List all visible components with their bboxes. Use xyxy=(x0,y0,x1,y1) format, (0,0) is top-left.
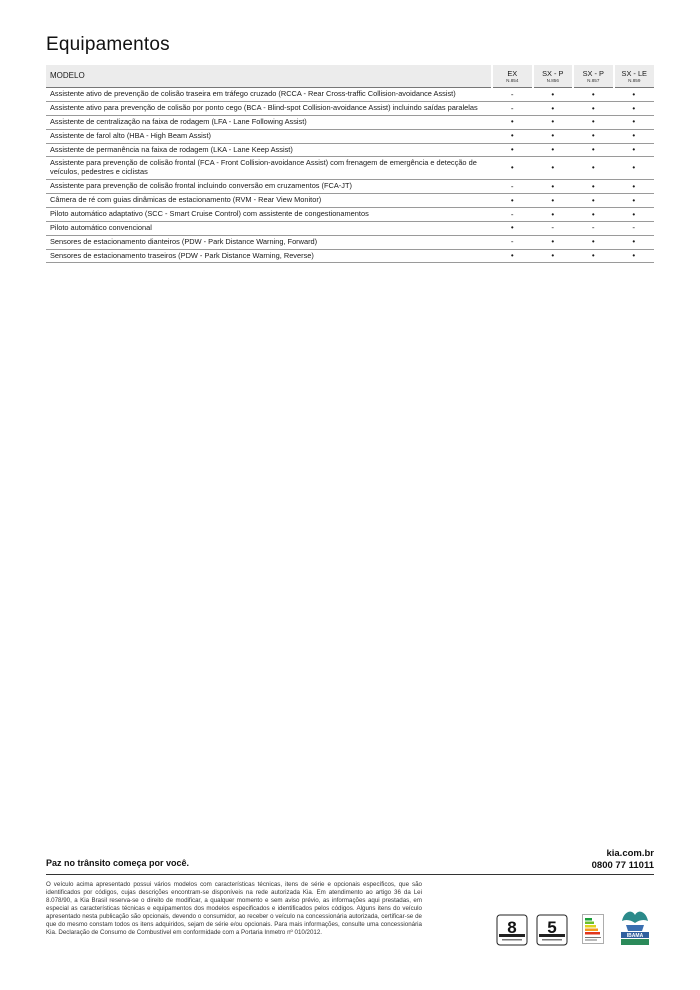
availability-cell: • xyxy=(614,235,655,249)
availability-cell: • xyxy=(573,143,614,157)
warranty-5-number: 5 xyxy=(547,918,557,937)
feature-cell: Assistente ativo de prevenção de colisão traseira em tráfego cruzado (RCCA - Rear Cross-traffic Collision-avoidance Assist) xyxy=(46,88,492,102)
table-row xyxy=(46,129,654,143)
table-row xyxy=(46,235,654,249)
version-column-header xyxy=(573,65,614,88)
page-title: Equipamentos xyxy=(46,34,170,55)
availability-cell: - xyxy=(492,235,533,249)
availability-cell: • xyxy=(492,143,533,157)
availability-cell: • xyxy=(573,129,614,143)
table-row xyxy=(46,101,654,115)
version-name: SX - P xyxy=(542,68,564,78)
feature-cell: Sensores de estacionamento traseiros (PDW - Park Distance Warning, Reverse) xyxy=(46,249,492,263)
feature-cell: Assistente de permanência na faixa de rodagem (LKA - Lane Keep Assist) xyxy=(46,143,492,157)
website-link[interactable]: kia.com.br xyxy=(606,848,654,859)
availability-cell: • xyxy=(533,101,574,115)
footer-contact xyxy=(592,848,654,872)
availability-cell: • xyxy=(573,194,614,208)
availability-cell: • xyxy=(533,235,574,249)
warranty-8-years-seal-icon xyxy=(496,914,528,946)
availability-cell: • xyxy=(614,157,655,180)
availability-cell: • xyxy=(573,207,614,221)
warranty-5-years-seal-icon xyxy=(536,914,568,946)
version-code: N.856 xyxy=(546,78,559,84)
availability-cell: - xyxy=(492,88,533,102)
availability-cell: - xyxy=(492,101,533,115)
availability-cell: • xyxy=(614,101,655,115)
version-name: EX xyxy=(507,68,518,78)
availability-cell: • xyxy=(614,129,655,143)
availability-cell: • xyxy=(614,249,655,263)
feature-cell: Assistente para prevenção de colisão frontal incluindo conversão em cruzamentos (FCA-JT) xyxy=(46,180,492,194)
availability-cell: - xyxy=(492,207,533,221)
phone-number: 0800 77 11011 xyxy=(591,859,654,871)
feature-cell: Piloto automático adaptativo (SCC - Smart Cruise Control) com assistente de congestionamentos xyxy=(46,207,492,221)
availability-cell: • xyxy=(492,221,533,235)
ibama-proconve-seal-icon xyxy=(618,907,652,947)
version-column-header xyxy=(533,65,574,88)
version-code: N.854 xyxy=(506,78,519,84)
model-column-header: MODELO xyxy=(46,65,492,88)
availability-cell: • xyxy=(492,115,533,129)
footer-divider xyxy=(46,874,654,875)
version-name: SX - LE xyxy=(621,68,647,78)
table-row xyxy=(46,207,654,221)
availability-cell: • xyxy=(492,129,533,143)
feature-cell: Assistente de farol alto (HBA - High Beam Assist) xyxy=(46,129,492,143)
legal-disclaimer: O veículo acima apresentado possui vários modelos com características técnicas, itens de série e opcionais específicos, que são identificados por códigos, cujas descrições encontram-se disponíveis na rede autorizada Kia. Em atendimento ao artigo 36 da Lei 8.078/90, a Kia Brasil reserva-se o direito de modificar, a qualquer momento e sem aviso prévio, as informações aqui prestadas, em especial as características técnicas e equipamentos dos modelos especificados e identificados pelos códigos. Alguns itens do veículo apresentado nesta publicação são opcionais, devendo o consumidor, ao receber o veículo na concessionária autorizada, certificar-se de que do mesmo constam todos os itens adquiridos, sejam de série e/ou opcionais. Para mais informações, consulte uma concessionária Kia. Declaração de Consumo de Combustível em conformidade com a Portaria Inmetro nº 010/2012. xyxy=(46,881,422,937)
ibama-label: IBAMA xyxy=(626,933,644,939)
feature-cell: Sensores de estacionamento dianteiros (PDW - Park Distance Warning, Forward) xyxy=(46,235,492,249)
availability-cell: - xyxy=(614,221,655,235)
table-row xyxy=(46,143,654,157)
availability-cell: • xyxy=(573,157,614,180)
availability-cell: - xyxy=(533,221,574,235)
equipment-table xyxy=(46,65,654,263)
availability-cell: • xyxy=(573,235,614,249)
availability-cell: • xyxy=(573,115,614,129)
table-row xyxy=(46,194,654,208)
table-row xyxy=(46,180,654,194)
availability-cell: • xyxy=(492,157,533,180)
version-name: SX - P xyxy=(582,68,604,78)
availability-cell: • xyxy=(573,101,614,115)
feature-cell: Câmera de ré com guias dinâmicas de estacionamento (RVM - Rear View Monitor) xyxy=(46,194,492,208)
availability-cell: • xyxy=(492,194,533,208)
table-row xyxy=(46,88,654,102)
availability-cell: • xyxy=(492,249,533,263)
availability-cell: • xyxy=(533,129,574,143)
feature-cell: Assistente de centralização na faixa de rodagem (LFA - Lane Following Assist) xyxy=(46,115,492,129)
version-column-header xyxy=(492,65,533,88)
availability-cell: • xyxy=(533,143,574,157)
version-code: N.859 xyxy=(628,78,641,84)
availability-cell: • xyxy=(573,88,614,102)
availability-cell: • xyxy=(614,143,655,157)
availability-cell: • xyxy=(533,207,574,221)
feature-cell: Piloto automático convencional xyxy=(46,221,492,235)
table-row xyxy=(46,115,654,129)
table-row xyxy=(46,157,654,180)
table-header-row xyxy=(46,65,654,88)
availability-cell: • xyxy=(533,88,574,102)
version-code: N.857 xyxy=(587,78,600,84)
energy-efficiency-label-icon xyxy=(582,914,604,944)
availability-cell: • xyxy=(614,207,655,221)
availability-cell: • xyxy=(533,249,574,263)
feature-cell: Assistente ativo para prevenção de colisão por ponto cego (BCA - Blind-spot Collision-avoidance Assist) incluindo saídas paralelas xyxy=(46,101,492,115)
availability-cell: • xyxy=(533,180,574,194)
availability-cell: • xyxy=(614,180,655,194)
availability-cell: - xyxy=(573,221,614,235)
warranty-8-number: 8 xyxy=(507,918,517,937)
table-row xyxy=(46,221,654,235)
availability-cell: • xyxy=(614,88,655,102)
availability-cell: • xyxy=(573,180,614,194)
availability-cell: • xyxy=(533,194,574,208)
availability-cell: • xyxy=(533,157,574,180)
availability-cell: • xyxy=(533,115,574,129)
availability-cell: • xyxy=(573,249,614,263)
table-row xyxy=(46,249,654,263)
version-column-header xyxy=(614,65,655,88)
feature-cell: Assistente para prevenção de colisão frontal (FCA - Front Collision-avoidance Assist) com frenagem de emergência e detecção de veículos, pedestres e ciclistas xyxy=(46,157,492,180)
footer-tagline: Paz no trânsito começa por você. xyxy=(46,858,190,868)
availability-cell: • xyxy=(614,115,655,129)
availability-cell: - xyxy=(492,180,533,194)
availability-cell: • xyxy=(614,194,655,208)
certification-logos xyxy=(496,905,656,955)
